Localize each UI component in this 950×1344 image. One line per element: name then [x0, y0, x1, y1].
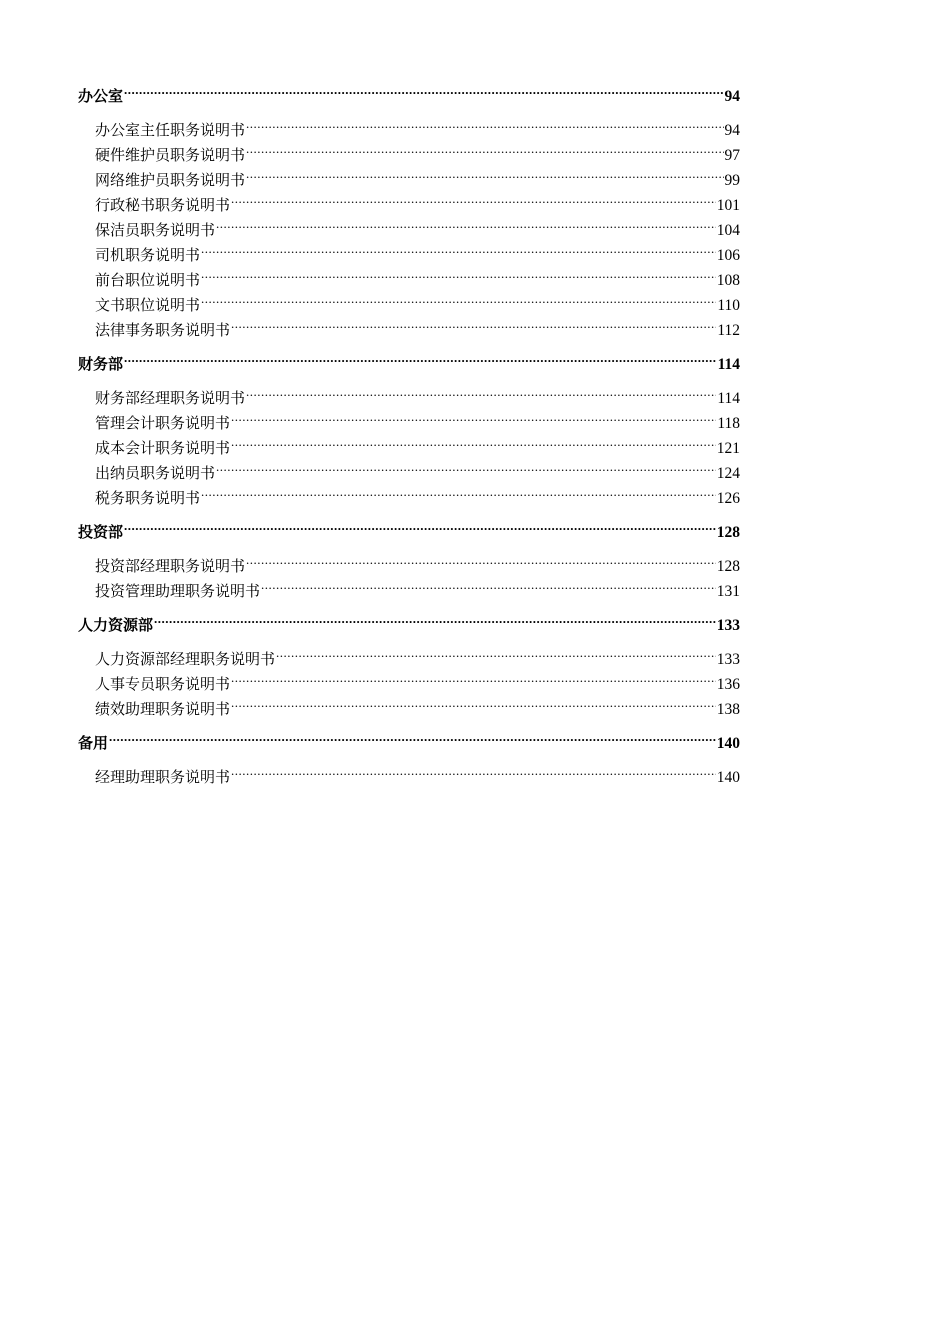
- toc-entry-title: 财务部经理职务说明书: [95, 389, 246, 407]
- table-of-contents: [78, 76, 740, 786]
- toc-entry-page-number: 112: [717, 322, 740, 339]
- dot-leader: [246, 546, 716, 571]
- toc-entry-page-number: 136: [716, 676, 740, 693]
- toc-entry-page-number: 124: [716, 465, 740, 482]
- toc-section: [78, 723, 740, 786]
- dot-leader: [109, 723, 716, 748]
- toc-entry-page-number: 138: [716, 701, 740, 718]
- toc-heading-page-number: 94: [724, 88, 740, 105]
- toc-entry-title: 保洁员职务说明书: [95, 221, 216, 239]
- toc-entry-title: 绩效助理职务说明书: [95, 700, 231, 718]
- toc-entry-title: 管理会计职务说明书: [95, 414, 231, 432]
- dot-leader: [201, 478, 716, 503]
- dot-leader: [216, 210, 716, 235]
- dot-leader: [231, 428, 716, 453]
- toc-entry-page-number: 110: [717, 297, 740, 314]
- dot-leader: [231, 310, 716, 335]
- toc-heading-title: 财务部: [78, 355, 124, 373]
- toc-heading-title: 投资部: [78, 523, 124, 541]
- toc-entry-page-number: 126: [716, 490, 740, 507]
- dot-leader: [246, 160, 723, 185]
- toc-entry-page-number: 128: [716, 558, 740, 575]
- toc-entry-title: 硬件维护员职务说明书: [95, 146, 246, 164]
- toc-entry-page-number: 114: [717, 390, 740, 407]
- toc-entry[interactable]: [78, 639, 740, 668]
- toc-entry-title: 投资部经理职务说明书: [95, 557, 246, 575]
- toc-entry-title: 人力资源部经理职务说明书: [95, 650, 276, 668]
- dot-leader: [246, 378, 716, 403]
- toc-heading[interactable]: [78, 723, 740, 752]
- toc-entry[interactable]: [78, 757, 740, 786]
- dot-leader: [154, 605, 716, 630]
- dot-leader: [124, 344, 717, 369]
- toc-heading-page-number: 114: [717, 356, 740, 373]
- toc-section: [78, 344, 740, 507]
- toc-heading[interactable]: [78, 512, 740, 541]
- toc-entry-page-number: 94: [724, 122, 740, 139]
- toc-entry-page-number: 106: [716, 247, 740, 264]
- toc-entry-page-number: 99: [724, 172, 740, 189]
- toc-entry-page-number: 97: [724, 147, 740, 164]
- toc-entry-page-number: 121: [716, 440, 740, 457]
- dot-leader: [231, 185, 716, 210]
- toc-entry-title: 行政秘书职务说明书: [95, 196, 231, 214]
- toc-entry-title: 前台职位说明书: [95, 271, 201, 289]
- toc-entry-title: 成本会计职务说明书: [95, 439, 231, 457]
- toc-section: [78, 76, 740, 339]
- toc-entry-title: 法律事务职务说明书: [95, 321, 231, 339]
- dot-leader: [124, 512, 716, 537]
- dot-leader: [231, 757, 716, 782]
- toc-heading[interactable]: [78, 76, 740, 105]
- toc-heading-page-number: 133: [716, 617, 740, 634]
- dot-leader: [201, 235, 716, 260]
- toc-entry-title: 网络维护员职务说明书: [95, 171, 246, 189]
- dot-leader: [261, 571, 716, 596]
- toc-entry-title: 税务职务说明书: [95, 489, 201, 507]
- dot-leader: [231, 689, 716, 714]
- dot-leader: [246, 135, 723, 160]
- toc-heading-title: 办公室: [78, 87, 124, 105]
- toc-entry-title: 投资管理助理职务说明书: [95, 582, 261, 600]
- dot-leader: [231, 403, 716, 428]
- dot-leader: [201, 260, 716, 285]
- dot-leader: [276, 639, 716, 664]
- dot-leader: [231, 664, 716, 689]
- toc-entry-page-number: 140: [716, 769, 740, 786]
- toc-entry-page-number: 133: [716, 651, 740, 668]
- toc-entry-title: 经理助理职务说明书: [95, 768, 231, 786]
- toc-entry[interactable]: [78, 110, 740, 139]
- toc-entry-title: 办公室主任职务说明书: [95, 121, 246, 139]
- toc-section: [78, 512, 740, 600]
- toc-heading-page-number: 140: [716, 735, 740, 752]
- toc-heading-title: 人力资源部: [78, 616, 154, 634]
- toc-heading-page-number: 128: [716, 524, 740, 541]
- dot-leader: [246, 110, 723, 135]
- toc-section: [78, 605, 740, 718]
- toc-entry-page-number: 101: [716, 197, 740, 214]
- toc-entry-title: 司机职务说明书: [95, 246, 201, 264]
- toc-entry-page-number: 108: [716, 272, 740, 289]
- toc-entry-title: 出纳员职务说明书: [95, 464, 216, 482]
- toc-heading[interactable]: [78, 344, 740, 373]
- toc-entry-title: 人事专员职务说明书: [95, 675, 231, 693]
- toc-heading[interactable]: [78, 605, 740, 634]
- toc-entry-title: 文书职位说明书: [95, 296, 201, 314]
- toc-entry-page-number: 131: [716, 583, 740, 600]
- toc-entry-page-number: 118: [717, 415, 740, 432]
- toc-heading-title: 备用: [78, 734, 109, 752]
- dot-leader: [201, 285, 716, 310]
- toc-entry[interactable]: [78, 378, 740, 407]
- dot-leader: [216, 453, 716, 478]
- toc-entry-page-number: 104: [716, 222, 740, 239]
- toc-entry[interactable]: [78, 546, 740, 575]
- dot-leader: [124, 76, 723, 101]
